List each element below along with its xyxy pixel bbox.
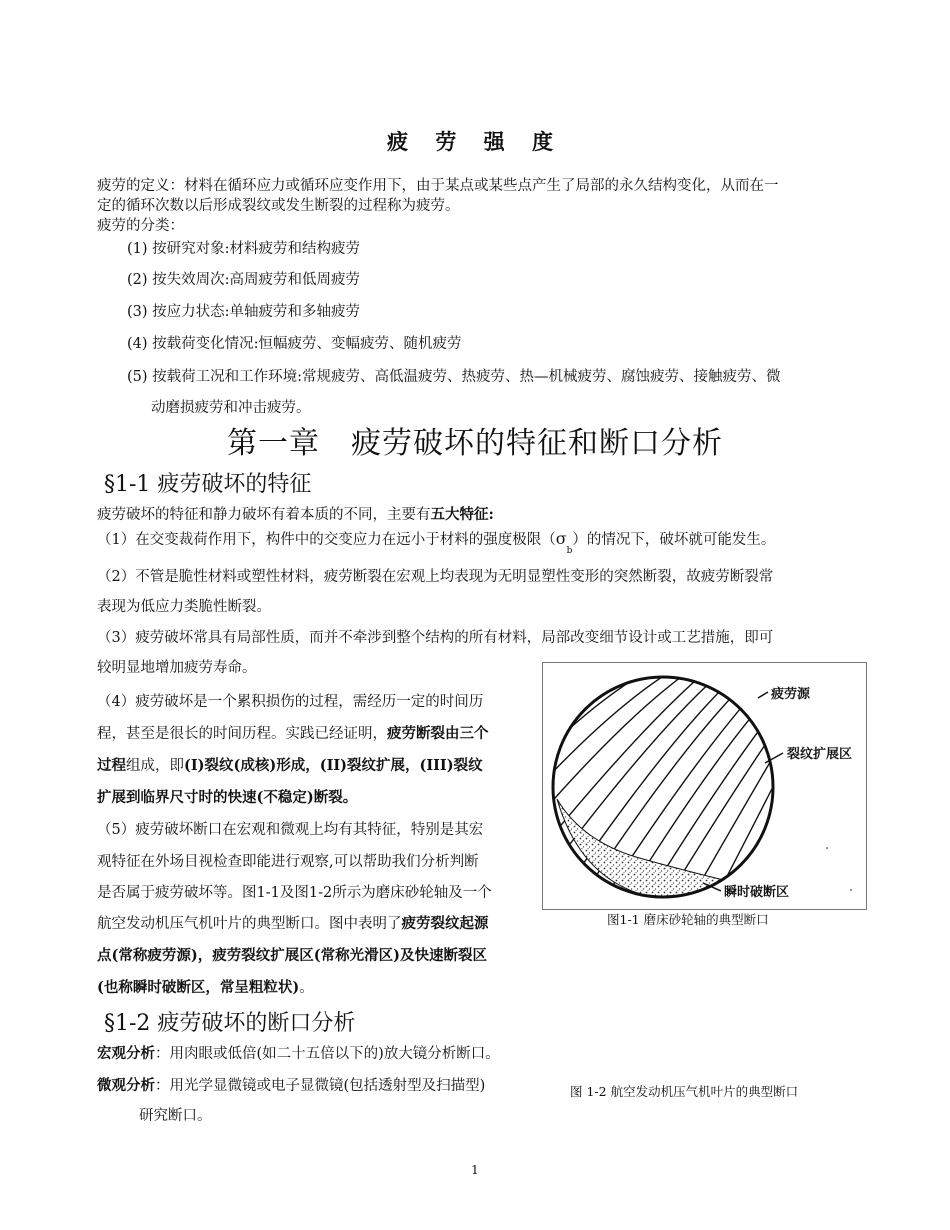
page-title: 疲 劳 强 度 bbox=[387, 129, 563, 154]
definition-line-2: 定的循环次数以后形成裂纹或发生断裂的过程称为疲劳。 bbox=[97, 198, 460, 214]
feature-5-line-5: 点(常称疲劳源)，疲劳裂纹扩展区(常称光滑区)及快速断裂区 bbox=[97, 947, 487, 964]
page-number: 1 bbox=[471, 1163, 479, 1177]
definition-line-1: 疲劳的定义：材料在循环应力或循环应变作用下，由于某点或某些点产生了局部的永久结构变化，从而在一 bbox=[97, 178, 779, 194]
feature-4-line-2: 程，甚至是很长的时间历程。实践已经证明，疲劳断裂由三个 bbox=[97, 725, 489, 742]
feature-5-line-6: (也称瞬时破断区，常呈粗粒状)。 bbox=[97, 979, 314, 996]
feature-2-line-1: （2）不管是脆性材料或塑性材料，疲劳断裂在宏观上均表现为无明显塑性变形的突然断裂，故疲劳断裂常 bbox=[97, 569, 774, 585]
feature-4-line-3: 过程组成，即(I)裂纹(成核)形成，(II)裂纹扩展，(III)裂纹 bbox=[97, 757, 483, 774]
section-1-lead: 疲劳破坏的特征和静力破坏有着本质的不同，主要有五大特征: bbox=[97, 506, 494, 523]
classification-item-1: (1) 按研究对象:材料疲劳和结构疲劳 bbox=[127, 241, 361, 257]
chapter-heading: 第一章 疲劳破坏的特征和断口分析 bbox=[227, 426, 723, 461]
label-fast-fracture-zone: 瞬时破断区 bbox=[724, 885, 790, 900]
figure-1-1-caption: 图1-1 磨床砂轮轴的典型断口 bbox=[607, 912, 769, 927]
feature-3-line-2: 较明显地增加疲劳寿命。 bbox=[97, 660, 257, 676]
label-crack-growth-zone: 裂纹扩展区 bbox=[787, 747, 853, 762]
feature-5-line-3: 是否属于疲劳破坏等。图1-1及图1-2所示为磨床砂轮轴及一个 bbox=[97, 885, 492, 901]
figure-1-2-caption: 图 1-2 航空发动机压气机叶片的典型断口 bbox=[570, 1084, 799, 1099]
sigma-symbol: σ bbox=[555, 529, 567, 548]
feature-2-line-2: 表现为低应力类脆性断裂。 bbox=[97, 599, 271, 615]
classification-item-5: (5) 按载荷工况和工作环境:常规疲劳、高低温疲劳、热疲劳、热—机械疲劳、腐蚀疲劳、接触疲劳、微 bbox=[127, 369, 781, 385]
micro-analysis: 微观分析：用光学显微镜或电子显微镜(包括透射型及扫描型) bbox=[97, 1077, 486, 1094]
feature-4-line-4: 扩展到临界尺寸时的快速(不稳定)断裂。 bbox=[97, 789, 358, 806]
section-1-1-heading: §1-1 疲劳破坏的特征 bbox=[104, 472, 312, 497]
feature-5-line-1: （5）疲劳破坏断口在宏观和微观上均有其特征，特别是其宏 bbox=[97, 822, 484, 838]
feature-1: （1）在交变裁荷作用下，构件中的交变应力在远小于材料的强度极限$(\sigma_b)$的情况下，破坏就可能发生。 bbox=[97, 529, 776, 556]
label-fatigue-source: 疲劳源 bbox=[771, 687, 811, 702]
micro-analysis-cont: 研究断口。 bbox=[139, 1108, 212, 1124]
section-1-2-heading: §1-2 疲劳破坏的断口分析 bbox=[104, 1011, 356, 1036]
fracture-surface-diagram bbox=[543, 663, 866, 909]
classification-item-4: (4) 按载荷变化情况:恒幅疲劳、变幅疲劳、随机疲劳 bbox=[127, 336, 462, 352]
macro-analysis: 宏观分析：用肉眼或低倍(如二十五倍以下的)放大镜分析断口。 bbox=[97, 1045, 500, 1062]
figure-1-1 bbox=[542, 662, 867, 910]
sigma-subscript: b bbox=[566, 546, 573, 556]
classification-item-5-cont: 动磨损疲劳和冲击疲劳。 bbox=[151, 400, 311, 416]
feature-5-line-2: 观特征在外场目视检查即能进行观察,可以帮助我们分析判断 bbox=[97, 854, 479, 870]
classification-heading: 疲劳的分类： bbox=[97, 218, 184, 234]
feature-3-line-1: （3）疲劳破坏常具有局部性质，而并不牵涉到整个结构的所有材料，局部改变细节设计或工艺措施，即可 bbox=[97, 630, 774, 646]
classification-item-2: (2) 按失效周次:高周疲劳和低周疲劳 bbox=[127, 272, 361, 288]
feature-4-line-1: （4）疲劳破坏是一个累积损伤的过程，需经历一定的时间历 bbox=[97, 694, 484, 710]
classification-item-3: (3) 按应力状态:单轴疲劳和多轴疲劳 bbox=[127, 304, 361, 320]
feature-5-line-4: 航空发动机压气机叶片的典型断口。图中表明了疲劳裂纹起源 bbox=[97, 915, 489, 932]
